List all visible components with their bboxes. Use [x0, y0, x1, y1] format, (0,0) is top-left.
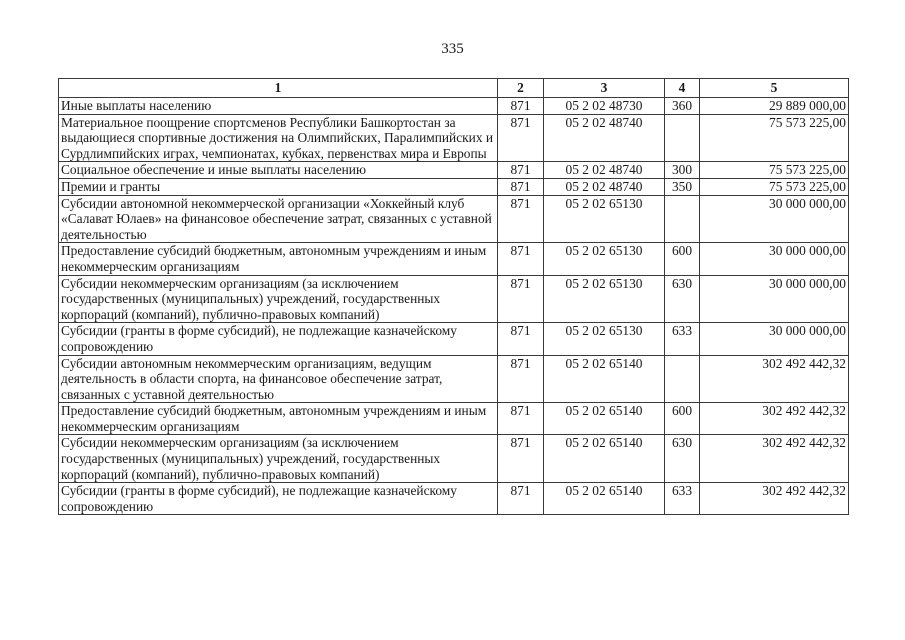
- row-amount: 75 573 225,00: [700, 178, 849, 195]
- table-row: [59, 323, 849, 355]
- table-row: [59, 435, 849, 483]
- row-amount: 75 573 225,00: [700, 162, 849, 179]
- row-type-code: 633: [665, 323, 700, 355]
- column-header-2: 2: [498, 79, 544, 98]
- row-admin-code: 871: [498, 355, 544, 403]
- row-type-code: 600: [665, 243, 700, 275]
- column-header-4: 4: [665, 79, 700, 98]
- row-admin-code: 871: [498, 98, 544, 115]
- row-admin-code: 871: [498, 178, 544, 195]
- column-header-5: 5: [700, 79, 849, 98]
- row-type-code: [665, 195, 700, 243]
- row-target-code: 05 2 02 65140: [544, 355, 665, 403]
- table-row: [59, 275, 849, 323]
- row-admin-code: 871: [498, 435, 544, 483]
- row-amount: 30 000 000,00: [700, 195, 849, 243]
- row-amount: 302 492 442,32: [700, 403, 849, 435]
- row-amount: 30 000 000,00: [700, 323, 849, 355]
- row-target-code: 05 2 02 48730: [544, 98, 665, 115]
- table-row: [59, 162, 849, 179]
- row-target-code: 05 2 02 65140: [544, 403, 665, 435]
- row-admin-code: 871: [498, 114, 544, 162]
- row-type-code: 630: [665, 275, 700, 323]
- table-row: [59, 114, 849, 162]
- row-amount: 30 000 000,00: [700, 243, 849, 275]
- row-target-code: 05 2 02 65140: [544, 435, 665, 483]
- row-name: Предоставление субсидий бюджетным, автономным учреждениям и иным некоммерческим организациям: [59, 403, 498, 435]
- row-name: Премии и гранты: [59, 178, 498, 195]
- table-row: [59, 98, 849, 115]
- row-type-code: 360: [665, 98, 700, 115]
- row-name: Иные выплаты населению: [59, 98, 498, 115]
- row-type-code: 300: [665, 162, 700, 179]
- row-name: Субсидии (гранты в форме субсидий), не подлежащие казначейскому сопровождению: [59, 323, 498, 355]
- budget-table: [58, 78, 849, 515]
- row-admin-code: 871: [498, 275, 544, 323]
- row-name: Социальное обеспечение и иные выплаты населению: [59, 162, 498, 179]
- row-admin-code: 871: [498, 403, 544, 435]
- row-target-code: 05 2 02 65130: [544, 195, 665, 243]
- row-type-code: [665, 355, 700, 403]
- row-name: Субсидии автономным некоммерческим организациям, ведущим деятельность в области спорта, на финансовое обеспечение затрат, связанных с уставной деятельностью: [59, 355, 498, 403]
- table-row: [59, 355, 849, 403]
- row-target-code: 05 2 02 65130: [544, 243, 665, 275]
- row-target-code: 05 2 02 48740: [544, 162, 665, 179]
- row-name: Предоставление субсидий бюджетным, автономным учреждениям и иным некоммерческим организациям: [59, 243, 498, 275]
- row-target-code: 05 2 02 65130: [544, 275, 665, 323]
- row-amount: 302 492 442,32: [700, 355, 849, 403]
- row-type-code: 350: [665, 178, 700, 195]
- row-admin-code: 871: [498, 243, 544, 275]
- row-admin-code: 871: [498, 195, 544, 243]
- page-number: 335: [441, 41, 464, 57]
- row-name: Субсидии автономной некоммерческой организации «Хоккейный клуб «Салават Юлаев» на финансовое обеспечение затрат, связанных с уставной деятельностью: [59, 195, 498, 243]
- header-row: [59, 79, 849, 98]
- row-amount: 302 492 442,32: [700, 483, 849, 515]
- row-admin-code: 871: [498, 162, 544, 179]
- row-name: Субсидии (гранты в форме субсидий), не подлежащие казначейскому сопровождению: [59, 483, 498, 515]
- row-type-code: 633: [665, 483, 700, 515]
- table-row: [59, 243, 849, 275]
- row-type-code: [665, 114, 700, 162]
- row-admin-code: 871: [498, 483, 544, 515]
- row-name: Материальное поощрение спортсменов Республики Башкортостан за выдающиеся спортивные достижения на Олимпийских, Паралимпийских и Сурдлимпийских играх, чемпионатах, кубках, первенствах мира и Европы: [59, 114, 498, 162]
- row-name: Субсидии некоммерческим организациям (за исключением государственных (муниципальных) учреждений, государственных корпораций (компаний), публично-правовых компаний): [59, 275, 498, 323]
- row-amount: 75 573 225,00: [700, 114, 849, 162]
- table-row: [59, 403, 849, 435]
- row-amount: 29 889 000,00: [700, 98, 849, 115]
- column-header-3: 3: [544, 79, 665, 98]
- row-target-code: 05 2 02 65130: [544, 323, 665, 355]
- row-target-code: 05 2 02 65140: [544, 483, 665, 515]
- row-amount: 30 000 000,00: [700, 275, 849, 323]
- row-target-code: 05 2 02 48740: [544, 114, 665, 162]
- row-name: Субсидии некоммерческим организациям (за исключением государственных (муниципальных) учреждений, государственных корпораций (компаний), публично-правовых компаний): [59, 435, 498, 483]
- row-type-code: 600: [665, 403, 700, 435]
- table-row: [59, 483, 849, 515]
- table-row: [59, 195, 849, 243]
- row-target-code: 05 2 02 48740: [544, 178, 665, 195]
- row-type-code: 630: [665, 435, 700, 483]
- column-header-1: 1: [59, 79, 498, 98]
- table-row: [59, 178, 849, 195]
- row-admin-code: 871: [498, 323, 544, 355]
- row-amount: 302 492 442,32: [700, 435, 849, 483]
